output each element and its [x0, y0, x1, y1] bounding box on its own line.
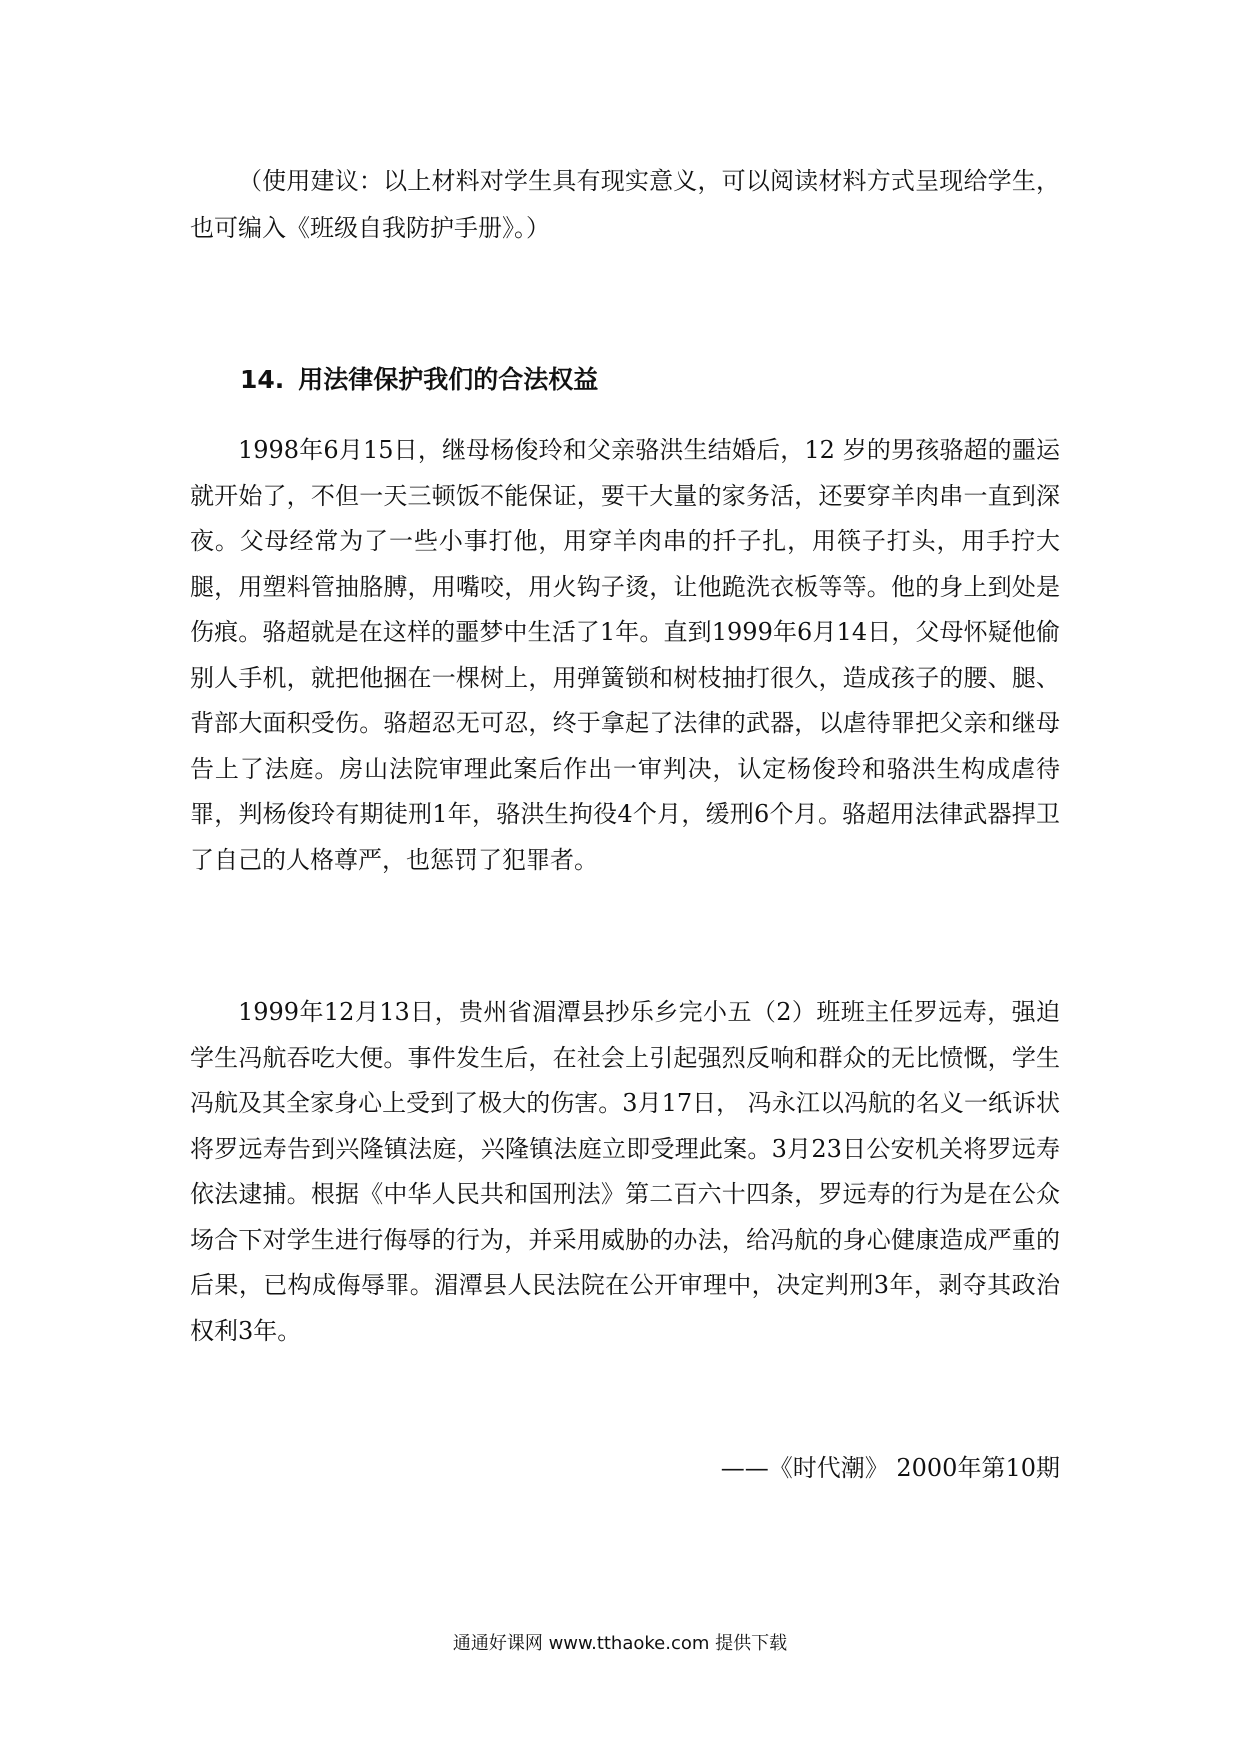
- section-number: 14.: [240, 365, 285, 394]
- source-citation: ——《时代潮》 2000年第10期: [720, 1454, 1060, 1482]
- section-title: 用法律保护我们的合法权益: [298, 365, 599, 394]
- footer-credit: 通通好课网 www.tthaoke.com 提供下载: [452, 1633, 788, 1654]
- section-heading: [240, 360, 598, 400]
- usage-note: （使用建议：以上材料对学生具有现实意义，可以阅读材料方式呈现给学生，也可编入《班级自我防护手册》。）: [190, 167, 1060, 242]
- case-paragraph-2: 1999年12月13日，贵州省湄潭县抄乐乡完小五（2）班班主任罗远寿，强迫学生冯航吞吃大便。事件发生后，在社会上引起强烈反响和群众的无比愤慨，学生冯航及其全家身心上受到了极大的伤害。3月17日， 冯永江以冯航的名义一纸诉状将罗远寿告到兴隆镇法庭，兴隆镇法庭立即受理此案。3月23日公安机关将罗远寿依法逮捕。根据《中华人民共和国刑法》第二百六十四条，罗远寿的行为是在公众场合下对学生进行侮辱的行为，并采用威胁的办法，给冯航的身心健康造成严重的后果，已构成侮辱罪。湄潭县人民法院在公开审理中，决定判刑3年，剥夺其政治权利3年。: [190, 998, 1060, 1345]
- case-paragraph-1: 1998年6月15日，继母杨俊玲和父亲骆洪生结婚后，12 岁的男孩骆超的噩运就开始了，不但一天三顿饭不能保证，要干大量的家务活，还要穿羊肉串一直到深夜。父母经常为了一些小事打他，用穿羊肉串的扦子扎，用筷子打头，用手拧大腿，用塑料管抽胳膊，用嘴咬，用火钩子烫，让他跪洗衣板等等。他的身上到处是伤痕。骆超就是在这样的噩梦中生活了1年。直到1999年6月14日，父母怀疑他偷别人手机，就把他捆在一棵树上，用弹簧锁和树枝抽打很久，造成孩子的腰、腿、背部大面积受伤。骆超忍无可忍，终于拿起了法律的武器，以虐待罪把父亲和继母告上了法庭。房山法院审理此案后作出一审判决，认定杨俊玲和骆洪生构成虐待罪，判杨俊玲有期徒刑1年，骆洪生拘役4个月，缓刑6个月。骆超用法律武器捍卫了自己的人格尊严，也惩罚了犯罪者。: [190, 436, 1060, 874]
